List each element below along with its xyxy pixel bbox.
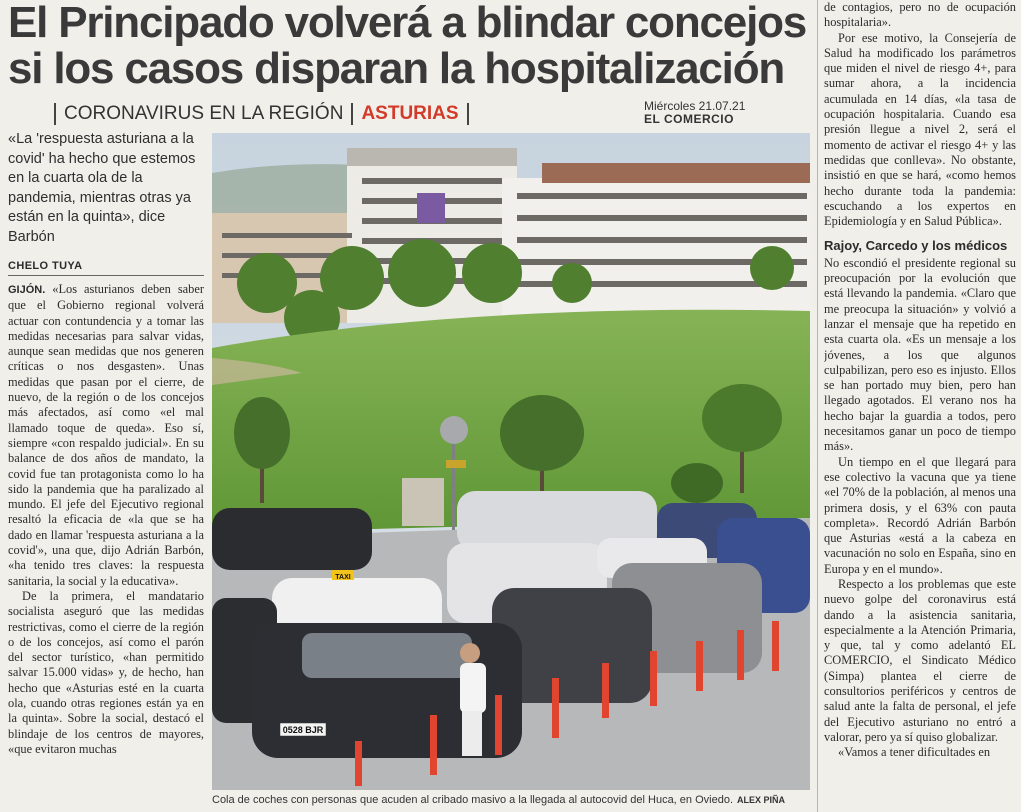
photo-caption — [212, 794, 810, 806]
dateline — [644, 100, 814, 126]
article-paragraph: De la primera, el mandatario socialista aseguró que las medidas restrictivas, como el cierre de la región o de los concejos, así como el parón del sector turístico, «han permitido salvar 15.000 vidas» y, de hecho, han hecho que «Asturias esté en la cuarta ola, cuando otras regiones están ya en la quinta». Sobre la social, destacó el blindaje de los centros de mayores, «que evitaron muchas — [8, 588, 204, 756]
article-paragraph-text: «Los asturianos deben saber que el Gobierno regional volverá actuar con contundencia y a tomar las medidas necesarias para salvar vidas, aunque sean medidas que nos generen críticas o nos desgasten». Unas medidas que pasan por el cierre, de nuevo, de la región o de los concejos más afectados, así como «el mal llamado toque de queda». Eso sí, siempre «con respaldo judicial». En su balance de dos años de mandato, la covid fue tan protagonista como lo ha sido la pandemia que ha paralizado al mundo. El jefe del Ejecutivo regional resaltó la eficacia de «la que se ha dado en llamar 'respuesta asturiana a la covid'», una que, dijo Adrián Barbón, «ha tenido tres claves: la respuesta sanitaria, la social y la educativa». — [8, 282, 204, 588]
utility-box — [402, 478, 444, 526]
section-separator — [54, 103, 56, 125]
publication-name: EL COMERCIO — [644, 112, 734, 126]
article-paragraph: Respecto a los problemas que este nuevo golpe del coronavirus está dando a la asistencia sanitaria, especialmente a la Atención Primaria, y que, tal y como adelantó EL COMERCIO, el Sindicato Médico (Simpa) plantea el cierre de consultorios periféricos y centros de salud ante la falta de personal, el jefe del Ejecutivo asturiano no entró a valorar, pero ya sí quiso globalizar. — [824, 576, 1016, 744]
photo-illustration — [212, 133, 810, 790]
headline-line-2: si los casos disparan la hospitalización — [8, 44, 785, 93]
caption-text: Cola de coches con personas que acuden al cribado masivo a la llegada al autocovid del Huca, en Oviedo. — [212, 794, 733, 806]
article-paragraph: No escondió el presidente regional su preocupación por la evolución que está llevando la pandemia. «Claro que me preocupa la situación» y volvió a lanzar el mensaje que ha repetido en esta cuarta ola. «Es un mensaje a los jóvenes, a los que algunos culpabilizan, pero eso es injusto. Ellos se han portado muy bien, pero han llegado agotados. El verano nos ha hecho bajar la guardia a todos, pero necesitamos ganar un poco de tiempo más». — [824, 255, 1016, 454]
byline: CHELO TUYA — [8, 260, 204, 276]
article-paragraph: «Vamos a tener dificultades en — [838, 745, 991, 760]
news-photo — [212, 133, 810, 790]
section-bar — [46, 102, 477, 126]
article-paragraph: de contagios, pero no de ocupación hospitalaria». — [824, 0, 1016, 30]
headline — [8, 0, 818, 92]
article-subhead: Rajoy, Carcedo y los médicos — [824, 238, 1008, 254]
headline-line-1: El Principado volverá a blindar concejos — [8, 0, 807, 47]
lead-quote: «La 'respuesta asturiana a la covid' ha hecho que estemos en la cuarta ola de la pandemia, mientras otras ya están en la quinta», dice Barbón — [8, 131, 196, 245]
section-region: ASTURIAS — [361, 103, 459, 124]
column-divider — [817, 0, 818, 812]
photo-credit: ALEX PIÑA — [737, 795, 786, 805]
taxi-sign-text: TAXI — [335, 574, 351, 581]
section-separator — [351, 103, 353, 125]
article-column-left — [8, 282, 204, 812]
article-paragraph: Un tiempo en el que llegará para ese colectivo la vacuna que ya tiene «el 70% de la población, al menos una primera dosis, y el 63% con pauta completa». Recordó Adrián Barbón que Asturias «está a la cabeza en vacunación no solo en España, sino en Europa y en el mundo». — [824, 454, 1016, 576]
publication-date: Miércoles 21.07.21 — [644, 99, 746, 113]
city-dateline: GIJÓN. — [8, 284, 46, 296]
section-separator — [467, 103, 469, 125]
article-paragraph: Por ese motivo, la Consejería de Salud ha modificado los parámetros que miden el nivel de riesgo 4+, para sumar ahora, a la incidencia acumulada en 14 días, «la tasa de ocupación hospitalaria. Cuando esa presión llegue a nivel 2, será el momento de activar el riesgo 4+ y las medidas que conlleva». No obstante, insistió en que se hará, «como hemos hecho durante toda la pandemia: escuchando a los expertos en Epidemiología y en Salud Pública». — [824, 30, 1016, 229]
article-paragraph — [8, 282, 204, 589]
license-plate-text: 0528 BJR — [282, 725, 324, 735]
article-column-right — [824, 0, 1016, 812]
section-topic: CORONAVIRUS EN LA REGIÓN — [64, 103, 344, 124]
